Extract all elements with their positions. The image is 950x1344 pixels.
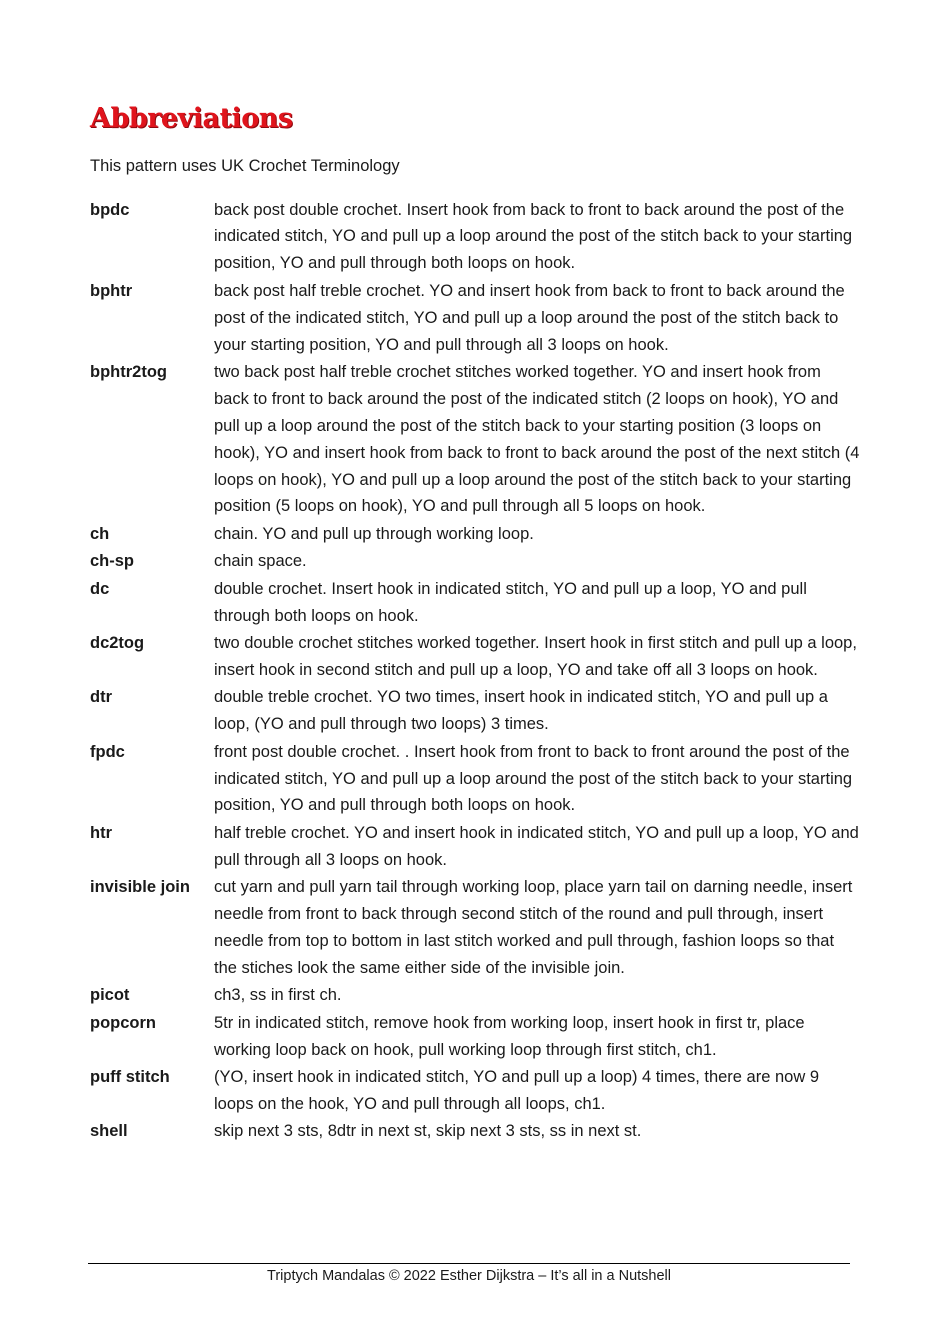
abbreviation-definition: back post double crochet. Insert hook from back to front to back around the post of the indicated stitch, YO and pull up a loop around the post of the stitch back to your starting position, YO and pull through both loops on hook.: [214, 200, 853, 273]
abbreviation-definition: front post double crochet. . Insert hook from front to back to front around the post of the indicated stitch, YO and pull up a loop around the post of the stitch back to your starting position, YO and pull through both loops on hook.: [214, 742, 853, 815]
abbreviation-definition: two back post half treble crochet stitches worked together. YO and insert hook from back to front to back around the post of the indicated stitch (2 loops on hook), YO and pull up a loop around the post of the stitch back to your starting position (3 loops on hook), YO and insert hook from back to front to back around the post of the next stitch (4 loops on hook), YO and pull up a loop around the post of the stitch back to your starting position (5 loops on hook), YO and pull through all 5 loops on hook.: [214, 362, 860, 516]
abbreviation-term: fpdc: [90, 742, 125, 761]
abbreviation-term: bpdc: [90, 200, 130, 219]
abbreviation-entry: [90, 738, 860, 819]
abbreviation-definition: two double crochet stitches worked together. Insert hook in first stitch and pull up a loop, insert hook in second stitch and pull up a loop, YO and take off all 3 loops on hook.: [214, 634, 857, 679]
abbreviation-definition: 5tr in indicated stitch, remove hook from working loop, insert hook in first tr, place working loop back on hook, pull working loop through first stitch, ch1.: [214, 1013, 805, 1059]
page-title: Abbreviations: [90, 103, 293, 134]
abbreviation-entry: [90, 1064, 860, 1118]
abbreviation-entry: [90, 196, 860, 277]
abbreviation-entry: [90, 684, 860, 738]
abbreviation-definition: double treble crochet. YO two times, insert hook in indicated stitch, YO and pull up a loop, (YO and pull through two loops) 3 times.: [214, 688, 828, 734]
abbreviation-definition: cut yarn and pull yarn tail through working loop, place yarn tail on darning needle, insert needle from front to back through second stitch of the round and pull through, insert needle from top to bottom in last stitch worked and pull through, fashion loops so that the stiches look the same either side of the invisible join.: [214, 878, 853, 977]
abbreviation-definition: half treble crochet. YO and insert hook in indicated stitch, YO and pull up a loop, YO and pull through all 3 loops on hook.: [214, 823, 859, 869]
abbreviation-definition: (YO, insert hook in indicated stitch, YO and pull up a loop) 4 times, there are now 9 loops on the hook, YO and pull through all loops, ch1.: [214, 1068, 820, 1113]
abbreviation-definition: chain space.: [214, 552, 307, 571]
abbreviation-term: bphtr2tog: [90, 362, 167, 381]
abbreviation-entry: [90, 874, 860, 982]
abbreviation-definition: chain. YO and pull up through working loop.: [214, 524, 534, 543]
abbreviation-entry: [90, 277, 860, 358]
abbreviation-term: popcorn: [90, 1013, 156, 1032]
abbreviation-term: dc: [90, 579, 110, 598]
abbreviation-entry: [90, 1009, 860, 1063]
terminology-note: This pattern uses UK Crochet Terminology: [90, 157, 400, 175]
abbreviation-entry: [90, 982, 860, 1009]
abbreviation-term: ch: [90, 524, 110, 543]
abbreviation-entry: [90, 630, 860, 684]
abbreviation-entry: [90, 1118, 860, 1145]
abbreviation-definition: skip next 3 sts, 8dtr in next st, skip next 3 sts, ss in next st.: [214, 1122, 642, 1141]
abbreviation-entry: [90, 548, 860, 575]
abbreviation-entry: [90, 358, 860, 520]
abbreviation-term: picot: [90, 986, 130, 1005]
abbreviation-term: ch-sp: [90, 552, 135, 571]
abbreviation-term: dtr: [90, 688, 112, 707]
page-footer: Triptych Mandalas © 2022 Esther Dijkstra – It’s all in a Nutshell: [267, 1268, 671, 1284]
footer-divider: [88, 1263, 850, 1264]
abbreviation-term: htr: [90, 823, 112, 842]
abbreviation-entry: [90, 575, 860, 629]
abbreviation-entry: [90, 819, 860, 873]
abbreviation-term: shell: [90, 1122, 128, 1141]
abbreviation-list: [90, 196, 860, 1145]
abbreviation-term: bphtr: [90, 281, 133, 300]
abbreviation-definition: double crochet. Insert hook in indicated stitch, YO and pull up a loop, YO and pull through both loops on hook.: [214, 579, 807, 625]
abbreviation-definition: back post half treble crochet. YO and insert hook from back to front to back around the post of the indicated stitch, YO and pull up a loop around the post of the stitch back to your starting position, YO and pull through all 3 loops on hook.: [214, 281, 845, 354]
abbreviation-entry: [90, 520, 860, 547]
abbreviation-definition: ch3, ss in first ch.: [214, 986, 342, 1005]
abbreviation-term: dc2tog: [90, 634, 145, 652]
abbreviation-term: invisible join: [90, 878, 190, 897]
abbreviation-term: puff stitch: [90, 1068, 170, 1086]
